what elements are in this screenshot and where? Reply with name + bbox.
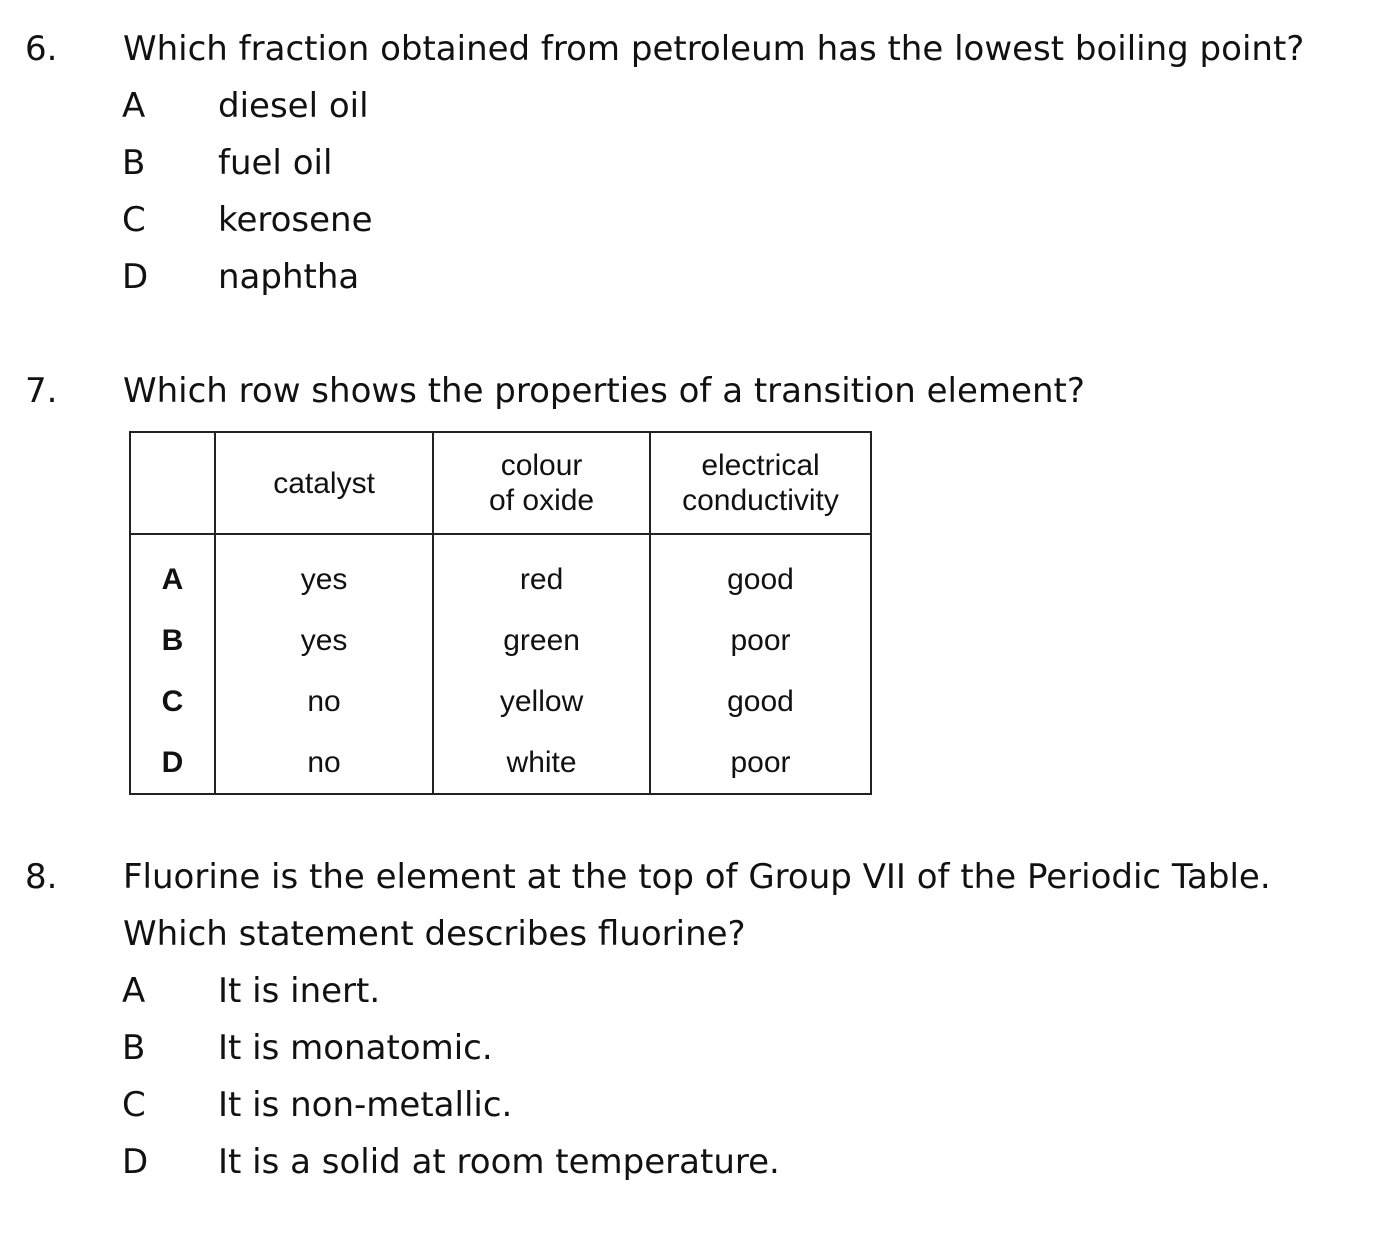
question-7-text: Which row shows the properties of a transition element?	[123, 371, 1085, 411]
q8-option-b-text: It is monatomic.	[218, 1028, 493, 1068]
table-row-key: C	[130, 671, 215, 732]
table-cell-catalyst: no	[215, 671, 433, 732]
table-row	[130, 610, 871, 671]
table-row	[130, 732, 871, 794]
table-header-conductivity	[650, 432, 871, 534]
question-8-text: Fluorine is the element at the top of Group VII of the Periodic Table.	[123, 857, 1271, 897]
q6-option-a-text: diesel oil	[218, 86, 369, 126]
table-header-colour	[433, 432, 650, 534]
q6-option-d-letter: D	[122, 257, 149, 297]
question-8-number: 8.	[25, 857, 58, 897]
table-cell-conductivity: good	[650, 671, 871, 732]
q8-option-d-text: It is a solid at room temperature.	[218, 1142, 780, 1182]
q8-option-a-letter: A	[122, 971, 146, 1011]
table-row	[130, 534, 871, 610]
table-header-row	[130, 432, 871, 534]
table-header-blank	[130, 432, 215, 534]
question-7-number: 7.	[25, 371, 58, 411]
q8-option-a-text: It is inert.	[218, 971, 381, 1011]
q6-option-c-letter: C	[122, 200, 146, 240]
q8-option-c-text: It is non-metallic.	[218, 1085, 513, 1125]
table-cell-colour: red	[433, 534, 650, 610]
table-row-key: A	[130, 534, 215, 610]
question-6-text: Which fraction obtained from petroleum has the lowest boiling point?	[123, 29, 1305, 69]
table-cell-conductivity: poor	[650, 610, 871, 671]
properties-table	[129, 431, 872, 795]
table-cell-catalyst: yes	[215, 610, 433, 671]
table-row	[130, 671, 871, 732]
table-row-key: B	[130, 610, 215, 671]
q6-option-b-text: fuel oil	[218, 143, 333, 183]
table-cell-colour: white	[433, 732, 650, 794]
q6-option-b-letter: B	[122, 143, 146, 183]
table-cell-conductivity: poor	[650, 732, 871, 794]
q8-option-c-letter: C	[122, 1085, 146, 1125]
question-6-number: 6.	[25, 29, 58, 69]
q8-option-b-letter: B	[122, 1028, 146, 1068]
table-cell-colour: green	[433, 610, 650, 671]
table-cell-conductivity: good	[650, 534, 871, 610]
q6-option-d-text: naphtha	[218, 257, 360, 297]
question-8-subtext: Which statement describes fluorine?	[123, 914, 746, 954]
q6-option-a-letter: A	[122, 86, 146, 126]
table-header-catalyst: catalyst	[215, 432, 433, 534]
table-cell-catalyst: yes	[215, 534, 433, 610]
table-cell-catalyst: no	[215, 732, 433, 794]
table-row-key: D	[130, 732, 215, 794]
table-header-conductivity-text: electrical conductivity	[682, 449, 839, 517]
table-header-colour-text: colour of oxide	[489, 449, 595, 517]
q6-option-c-text: kerosene	[218, 200, 373, 240]
q8-option-d-letter: D	[122, 1142, 149, 1182]
table-cell-colour: yellow	[433, 671, 650, 732]
